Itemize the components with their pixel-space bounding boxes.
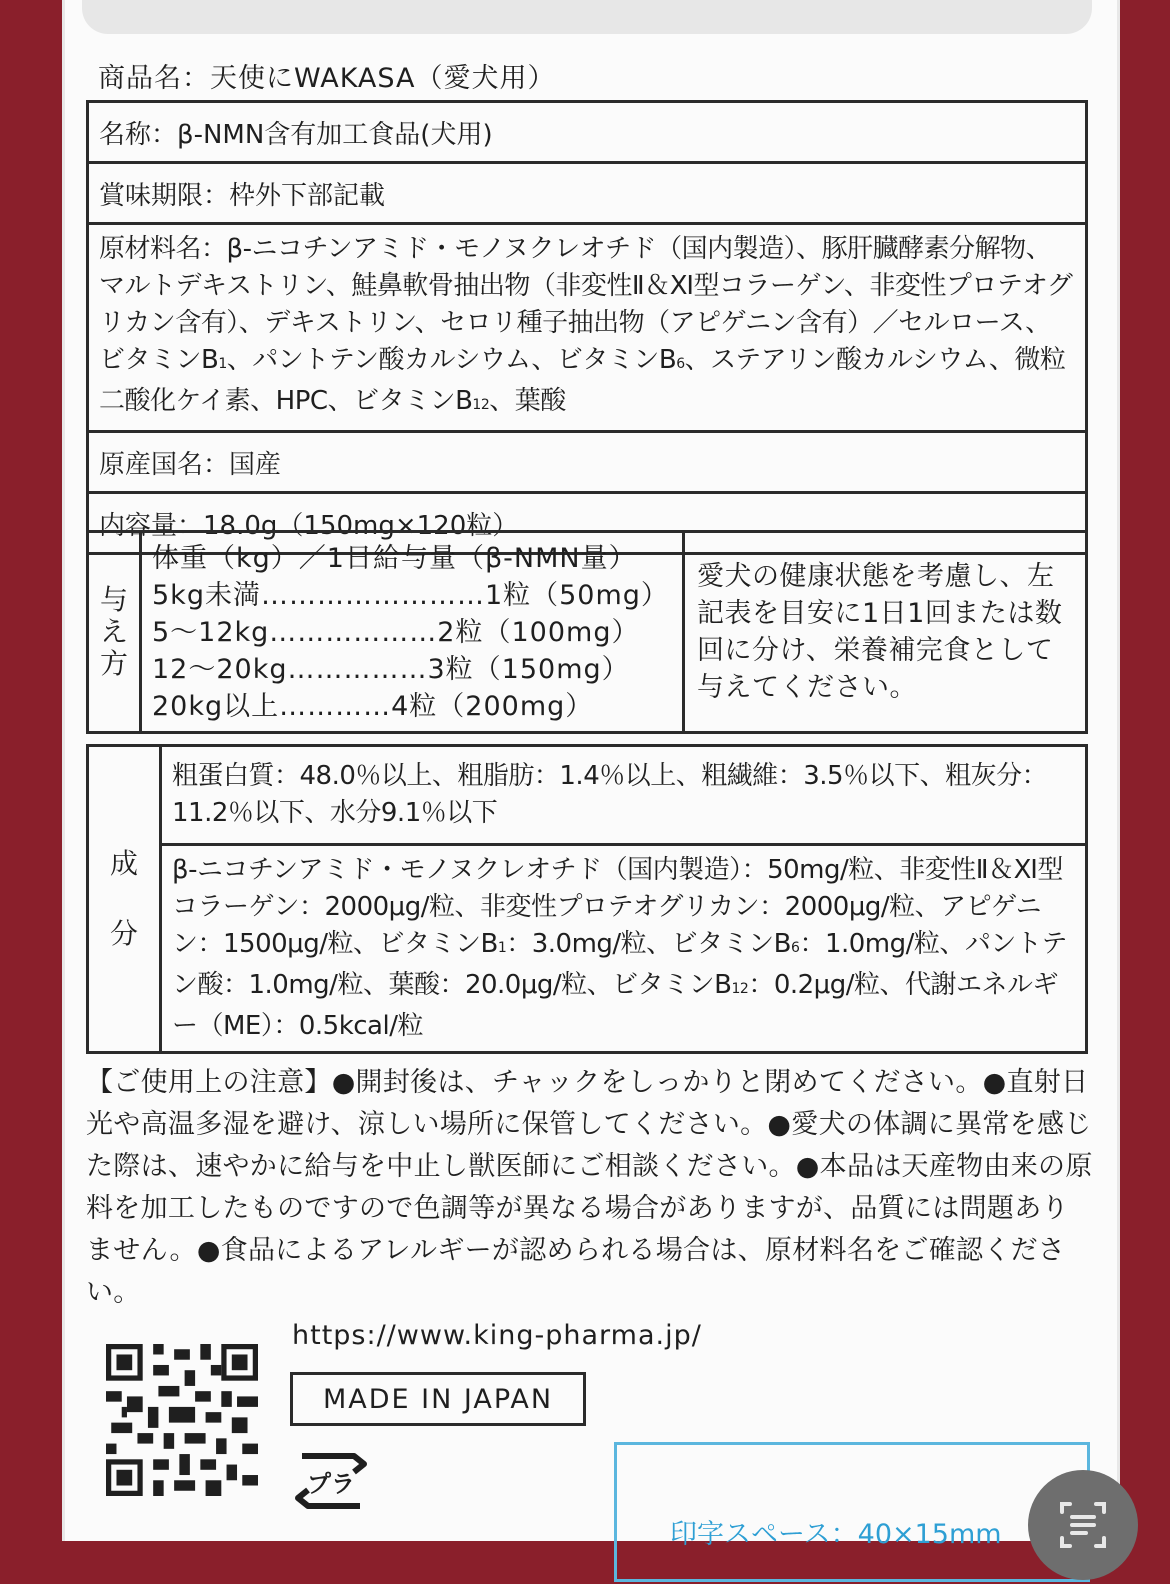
contents-cell: 内容量：18.0g（150mg×120粒） <box>88 493 1087 554</box>
dose-row: 5～12kg………………2粒（100mg） <box>152 616 640 648</box>
dose-header: 体重（kg）／1日給与量（β-NMN量） <box>152 542 637 574</box>
website-link[interactable]: https://www.king-pharma.jp/ <box>292 1320 702 1351</box>
analysis-cell: 粗蛋白質：48.0％以上、粗脂肪：1.4％以上、粗繊維：3.5％以下、粗灰分：11.2％以下、水分9.1％以下 <box>161 746 1087 845</box>
dose-lines <box>141 532 684 733</box>
ingredients-sub-3: 12 <box>472 397 490 413</box>
label-table <box>86 100 1088 555</box>
detail-sub-3: 12 <box>731 981 749 997</box>
scan-text-button[interactable] <box>1028 1470 1138 1580</box>
scan-text-icon <box>1028 1470 1138 1580</box>
detail-sub-2: 6 <box>791 940 800 956</box>
dose-label-text: 与え方 <box>100 583 129 680</box>
best-before-cell: 賞味期限：枠外下部記載 <box>88 163 1087 224</box>
ingredients-sub-2: 6 <box>676 356 685 372</box>
dose-note: 愛犬の健康状態を考慮し、左記表を目安に1日1回または数回に分け、栄養補完食として与えてください。 <box>684 532 1087 733</box>
detail-text-3: ：1.0mg/粒、パントテン酸：1.0mg/粒、葉酸：20.0μg/粒、ビタミンB <box>172 929 1067 1000</box>
dose-row: 20kg以上…………4粒（200mg） <box>152 690 594 722</box>
composition-table <box>86 744 1088 1054</box>
caution-text: 【ご使用上の注意】●開封後は、チャックをしっかりと閉めてください。●直射日光や高温多湿を避け、涼しい場所に保管してください。●愛犬の体調に異常を感じた際は、速やかに給与を中止し獣医師にご相談ください。●本品は天産物由来の原料を加工したものですので色調等が異なる場合がありますが、品質には問題ありません。●食品によるアレルギーが認められる場合は、原材料名をご確認ください。 <box>86 1067 1093 1308</box>
recycle-plastic-icon <box>290 1442 372 1520</box>
ingredients-cell <box>88 224 1087 432</box>
dose-row: 12～20kg……………3粒（150mg） <box>152 653 630 685</box>
made-in-japan-badge: MADE IN JAPAN <box>290 1372 586 1426</box>
product-name: 商品名：天使にWAKASA（愛犬用） <box>98 63 556 94</box>
dose-row: 5kg未満……………………1粒（50mg） <box>152 579 669 611</box>
detail-text-1: β-ニコチンアミド・モノヌクレオチド（国内製造）：50mg/粒、非変性Ⅱ＆Ⅺ型コラーゲン：2000μg/粒、非変性プロテオグリカン：2000μg/粒、アピゲニン：1500μg/粒、ビタミンB <box>172 855 1063 959</box>
dose-table <box>86 530 1088 734</box>
origin-cell: 原産国名：国産 <box>88 432 1087 493</box>
recycle-mark-text: プラ <box>307 1470 355 1498</box>
composition-detail-cell <box>161 845 1087 1053</box>
composition-label-text: 成分 <box>110 847 139 950</box>
ingredients-text-2: 、パントテン酸カルシウム、ビタミンB <box>226 345 677 375</box>
ingredients-sub-1: 1 <box>218 356 227 372</box>
ingredients-text-3: 、ステアリン酸カルシウム、微粒二酸化ケイ素、HPC、ビタミンB <box>99 345 1066 416</box>
dose-label <box>88 532 141 733</box>
detail-sub-1: 1 <box>497 940 507 956</box>
name-cell: 名称：β-NMN含有加工食品(犬用) <box>88 102 1087 163</box>
detail-text-2: ：3.0mg/粒、ビタミンB <box>506 929 792 959</box>
top-bar <box>82 0 1092 34</box>
print-space-label: 印字スペース：40×15mm <box>670 1519 1002 1550</box>
ingredients-text-4: 、葉酸 <box>489 386 566 416</box>
qr-code-icon[interactable] <box>106 1344 258 1496</box>
detail-text-4: ：0.2μg/粒、代謝エネルギー（ME）：0.5kcal/粒 <box>172 970 1058 1041</box>
composition-label <box>88 746 161 1053</box>
ingredients-text-1: 原材料名：β-ニコチンアミド・モノヌクレオチド（国内製造）、豚肝臓酵素分解物、マルトデキストリン、鮭鼻軟骨抽出物（非変性Ⅱ＆Ⅺ型コラーゲン、非変性プロテオグリカン含有）、デキストリン、セロリ種子抽出物（アピゲニン含有）／セルロース、ビタミンB <box>99 234 1073 375</box>
